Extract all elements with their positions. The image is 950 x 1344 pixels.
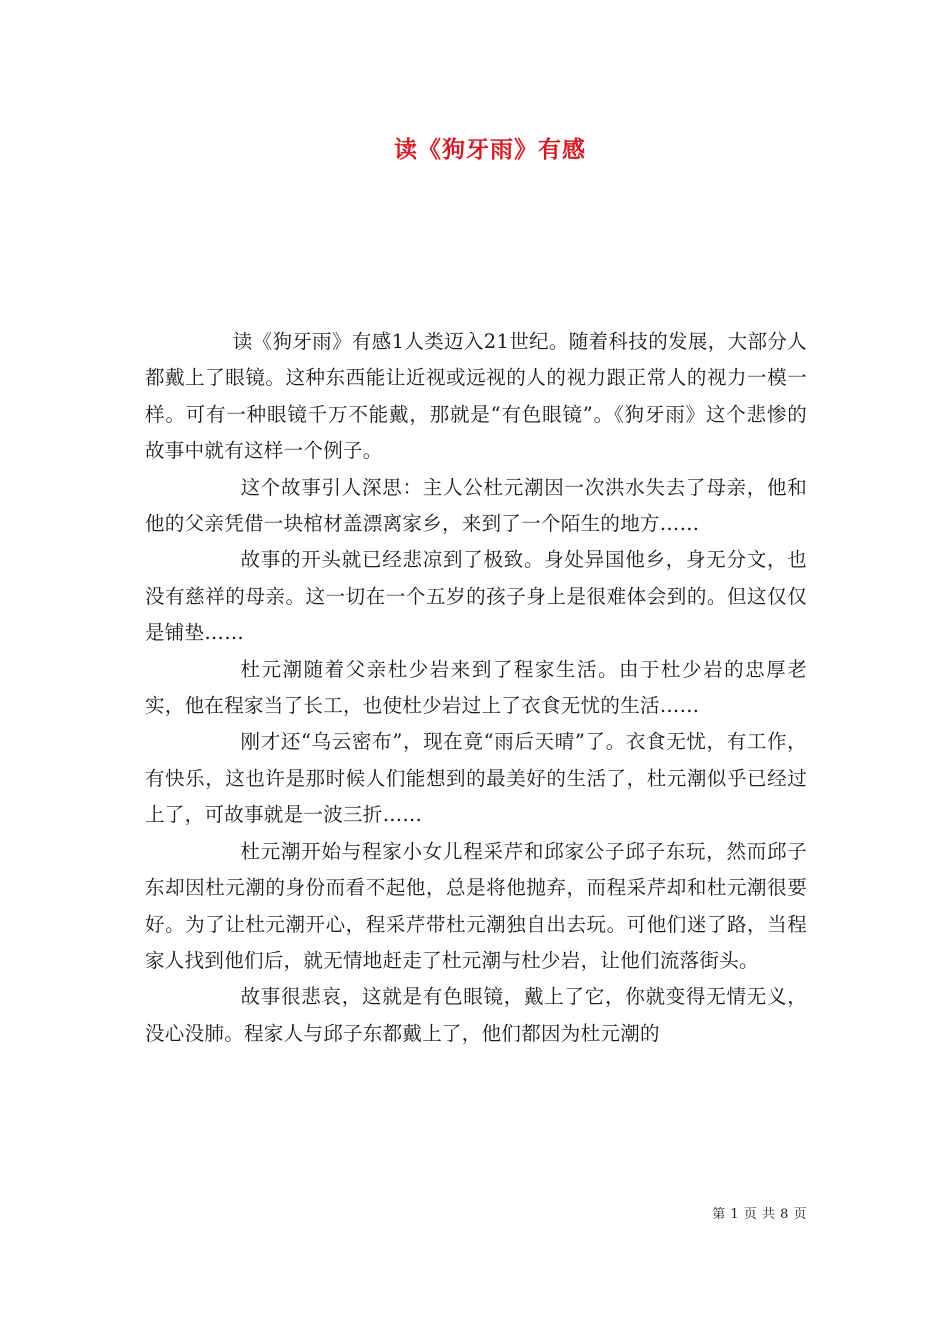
paragraph: 这个故事引人深思：主人公杜元潮因一次洪水失去了母亲，他和他的父亲凭借一块棺材盖漂离家乡，来到了一个陌生的地方…… [145, 475, 807, 536]
document-body [145, 324, 807, 1052]
paragraph: 读《狗牙雨》有感1人类迈入21世纪。随着科技的发展，大部分人都戴上了眼镜。这种东西能让近视或远视的人的视力跟正常人的视力一模一样。可有一种眼镜千万不能戴，那就是“有色眼镜”。《狗牙雨》这个悲惨的故事中就有这样一个例子。 [145, 330, 807, 463]
document-title: 读《狗牙雨》有感 [394, 136, 586, 163]
paragraph: 刚才还“乌云密布”，现在竟“雨后天晴”了。衣食无忧，有工作，有快乐，这也许是那时候人们能想到的最美好的生活了，杜元潮似乎已经过上了，可故事就是一波三折…… [145, 730, 807, 827]
paragraph: 故事很悲哀，这就是有色眼镜，戴上了它，你就变得无情无义，没心没肺。程家人与邱子东都戴上了，他们都因为杜元潮的 [145, 985, 807, 1045]
paragraph: 杜元潮随着父亲杜少岩来到了程家生活。由于杜少岩的忠厚老实，他在程家当了长工，也使杜少岩过上了衣食无忧的生活…… [145, 657, 807, 718]
page-number-footer: 第 1 页 共 8 页 [712, 1207, 807, 1222]
paragraph: 故事的开头就已经悲凉到了极致。身处异国他乡，身无分文，也没有慈祥的母亲。这一切在一个五岁的孩子身上是很难体会到的。但这仅仅是铺垫…… [145, 548, 807, 645]
paragraph: 杜元潮开始与程家小女儿程采芹和邱家公子邱子东玩，然而邱子东却因杜元潮的身份而看不起他，总是将他抛弃，而程采芹却和杜元潮很要好。为了让杜元潮开心，程采芹带杜元潮独自出去玩。可他们迷了路，当程家人找到他们后，就无情地赶走了杜元潮与杜少岩，让他们流落街头。 [145, 839, 807, 972]
